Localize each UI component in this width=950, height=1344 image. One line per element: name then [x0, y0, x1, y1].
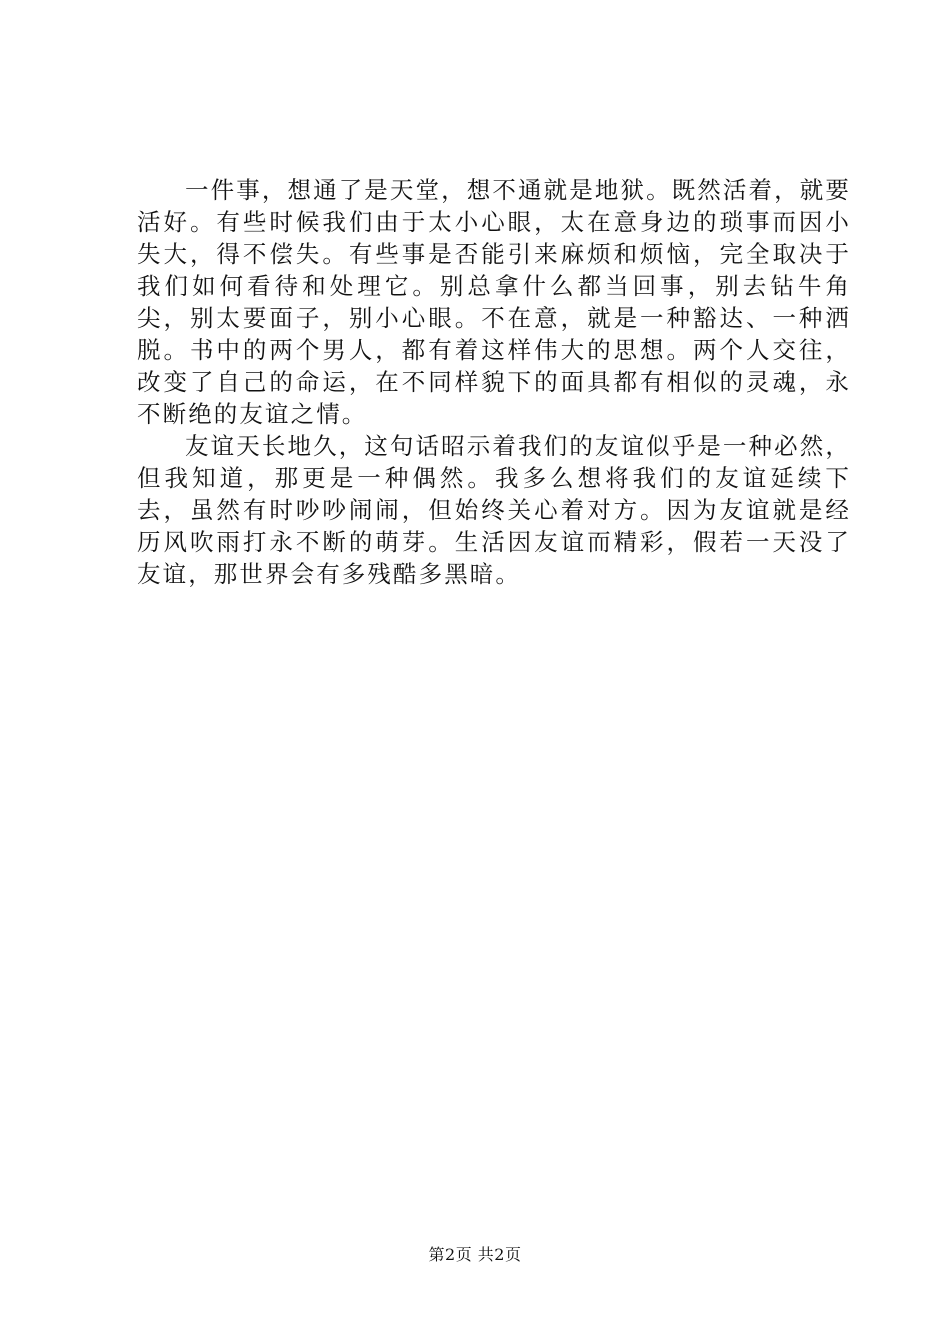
paragraph-2: 友谊天长地久，这句话昭示着我们的友谊似乎是一种必然，但我知道，那更是一种偶然。我多么想将我们的友谊延续下去，虽然有时吵吵闹闹，但始终关心着对方。因为友谊就是经历风吹雨打永不断的萌芽。生活因友谊而精彩，假若一天没了友谊，那世界会有多残酷多黑暗。 [137, 432, 851, 588]
document-body [137, 174, 851, 590]
page-footer: 第2页 共2页 [428, 1245, 522, 1264]
paragraph-1: 一件事，想通了是天堂，想不通就是地狱。既然活着，就要活好。有些时候我们由于太小心眼，太在意身边的琐事而因小失大，得不偿失。有些事是否能引来麻烦和烦恼，完全取决于我们如何看待和处理它。别总拿什么都当回事，别去钻牛角尖，别太要面子，别小心眼。不在意，就是一种豁达、一种洒脱。书中的两个男人，都有着这样伟大的思想。两个人交往，改变了自己的命运，在不同样貌下的面具都有相似的灵魂，永不断绝的友谊之情。 [137, 176, 851, 428]
